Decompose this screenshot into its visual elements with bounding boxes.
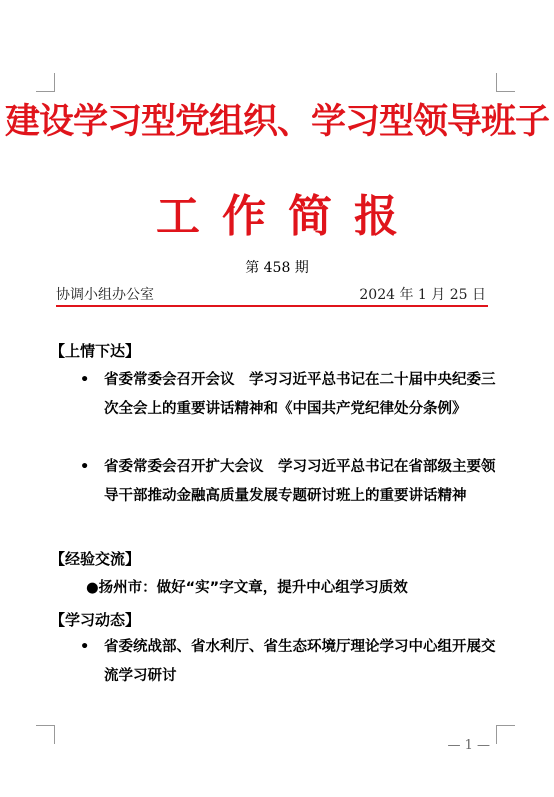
bullet-icon: • <box>80 372 90 388</box>
section-heading-directives: 【上情下达】 <box>50 342 141 360</box>
bulletin-title-main: 建设学习型党组织、学习型领导班子 <box>4 101 549 142</box>
issue-date: 2024 年 1 月 25 日 <box>359 287 486 303</box>
bullet-icon: • <box>80 459 90 475</box>
bulletin-title-sub: 工作简报 <box>156 191 420 242</box>
section-heading-experience: 【经验交流】 <box>50 550 141 568</box>
list-item[interactable] <box>80 633 500 691</box>
crop-mark-top-left <box>36 73 55 92</box>
list-item-text: 省委常委会召开扩大会议 学习习近平总书记在省部级主要领导干部推动金融高质量发展专题研讨班上的重要讲话精神 <box>104 459 496 504</box>
list-item[interactable] <box>80 366 500 424</box>
issuing-office: 协调小组办公室 <box>56 287 154 303</box>
list-item-text: 省委统战部、省水利厅、省生态环境厅理论学习中心组开展交流学习研讨 <box>104 639 496 684</box>
list-item[interactable]: ●扬州市：做好“实”字文章，提升中心组学习质效 <box>86 580 408 596</box>
page-number: — 1 — <box>447 738 490 753</box>
header-divider <box>56 305 488 307</box>
list-item[interactable] <box>80 453 500 511</box>
crop-mark-bottom-right <box>496 725 515 744</box>
list-item-text: 省委常委会召开会议 学习习近平总书记在二十届中央纪委三次全会上的重要讲话精神和《中国共产党纪律处分条例》 <box>104 372 496 417</box>
section-heading-study-news: 【学习动态】 <box>50 611 141 629</box>
crop-mark-top-right <box>496 73 515 92</box>
issue-number: 第 458 期 <box>245 260 309 276</box>
bullet-icon: • <box>80 639 90 655</box>
crop-mark-bottom-left <box>36 725 55 744</box>
